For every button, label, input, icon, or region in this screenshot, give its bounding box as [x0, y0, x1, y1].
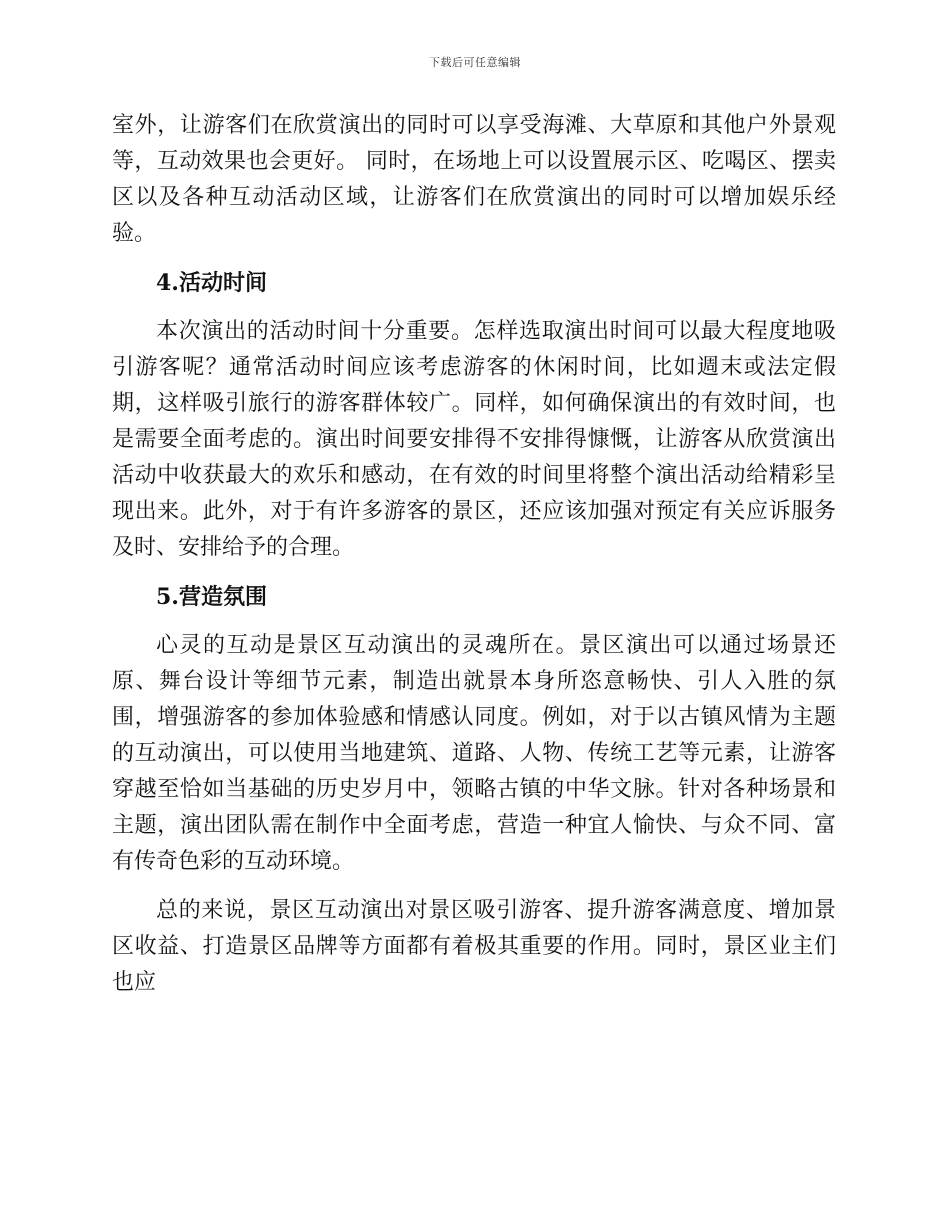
- paragraph-summary: 总的来说，景区互动演出对景区吸引游客、提升游客满意度、增加景区收益、打造景区品牌等方面都有着极其重要的作用。同时，景区业主们也应: [112, 898, 836, 995]
- page-header: 下载后可任意编辑: [429, 56, 521, 69]
- paragraph-activity-time: 本次演出的活动时间十分重要。怎样选取演出时间可以最大程度地吸引游客呢？通常活动时间应该考虑游客的休闲时间，比如週末或法定假期，这样吸引旅行的游客群体较广。同样，如何确保演出的有效时间，也是需要全面考虑的。演出时间要安排得不安排得慷慨，让游客从欣赏演出活动中收获最大的欢乐和感动，在有效的时间里将整个演出活动给精彩呈现出来。此外，对于有许多游客的景区，还应该加强对预定有关应诉服务及时、安排给予的合理。: [112, 319, 836, 560]
- paragraph-atmosphere: 心灵的互动是景区互动演出的灵魂所在。景区演出可以通过场景还原、舞台设计等细节元素，制造出就景本身所恣意畅快、引人入胜的氛围，增强游客的参加体验感和情感认同度。例如，对于以古镇风情为主题的互动演出，可以使用当地建筑、道路、人物、传统工艺等元素，让游客穿越至恰如当基础的历史岁月中，领略古镇的中华文脉。针对各种场景和主题，演出团队需在制作中全面考虑，营造一种宜人愉快、与众不同、富有传奇色彩的互动环境。: [112, 633, 836, 874]
- section-heading-atmosphere: 5.营造氛围: [156, 584, 267, 610]
- section-heading-activity-time: 4.活动时间: [156, 270, 267, 296]
- document-body: [112, 108, 836, 1014]
- paragraph-outdoor-venue: 室外，让游客们在欣赏演出的同时可以享受海滩、大草原和其他户外景观等，互动效果也会更好。 同时，在场地上可以设置展示区、吃喝区、摆卖区以及各种互动活动区域，让游客们在欣赏演出的同时可以增加娱乐经验。: [112, 113, 836, 246]
